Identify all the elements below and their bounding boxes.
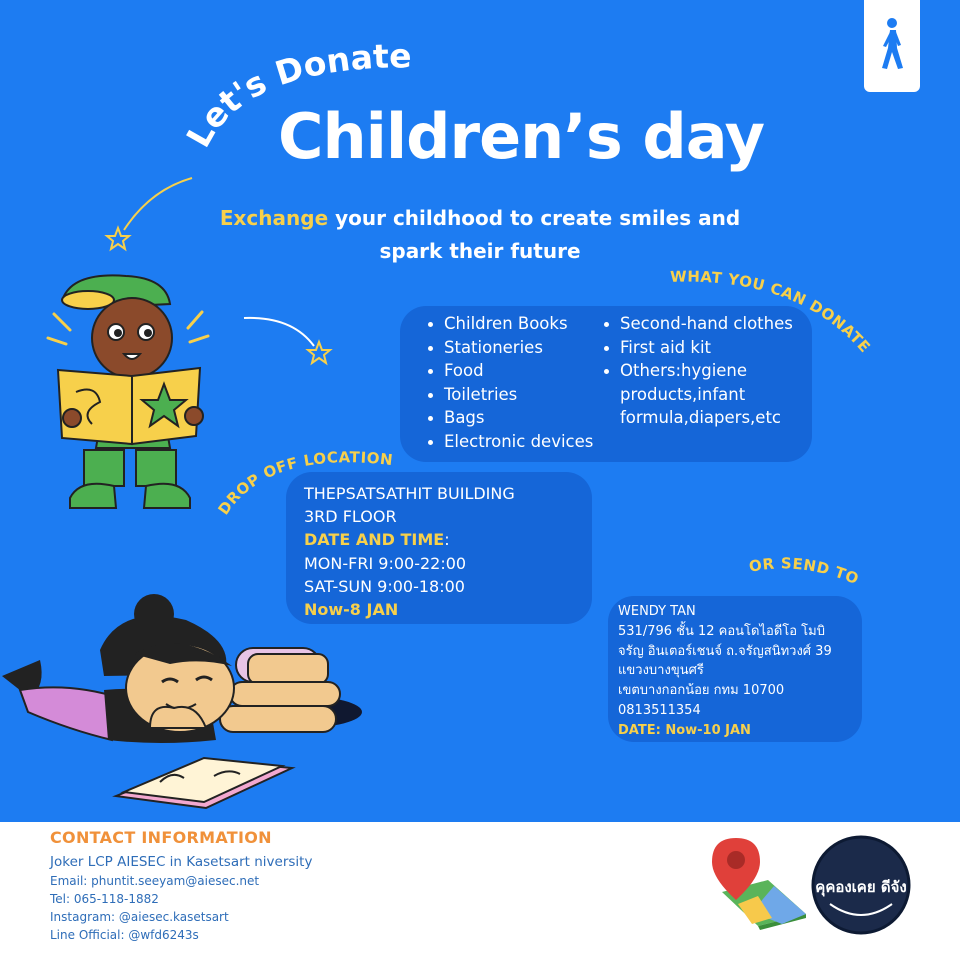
tagline-highlight: Exchange (219, 206, 329, 230)
svg-text:OR SEND TO (748, 554, 862, 588)
weekday-hours: MON-FRI 9:00-22:00 (304, 553, 467, 573)
club-logo (810, 834, 912, 936)
contact-tel[interactable]: Tel: 065-118-1882 (50, 892, 159, 906)
map-pin-icon[interactable] (702, 834, 810, 934)
list-item: Toiletries (426, 383, 593, 407)
kicker-text: Let's Donate (178, 36, 412, 154)
contact-footer (0, 822, 960, 960)
page-title: Children’s day (278, 100, 765, 173)
list-item: Bags (426, 406, 593, 430)
contact-instagram[interactable]: Instagram: @aiesec.kasetsart (50, 910, 229, 924)
recipient-name: WENDY TAN (618, 604, 696, 619)
contact-line-official[interactable]: Line Official: @wfd6243s (50, 928, 199, 942)
list-item: Second-hand clothes (602, 312, 802, 336)
club-name: คุคองเคย ดีจัง (815, 878, 907, 896)
donate-list-left (426, 312, 593, 453)
send-to-heading (744, 552, 874, 602)
boy-reading-illustration (40, 272, 220, 518)
recipient-phone: 0813511354 (618, 702, 701, 718)
walking-person-icon (877, 16, 907, 76)
list-item: Children Books (426, 312, 593, 336)
donate-heading-text: WHAT YOU CAN DONATE (669, 267, 874, 357)
tagline-line1: your childhood to create smiles and (328, 206, 741, 230)
list-item: First aid kit (602, 336, 802, 360)
list-item: Others:hygiene products,infant formula,diapers,etc (602, 359, 802, 430)
tagline-line2: spark their future (379, 239, 581, 263)
list-item: Electronic devices (426, 430, 593, 454)
weekend-hours: SAT-SUN 9:00-18:00 (304, 576, 465, 596)
contact-heading: CONTACT INFORMATION (50, 828, 272, 847)
contact-organization: Joker LCP AIESEC in Kasetsart niversity (50, 854, 313, 870)
list-item: Food (426, 359, 593, 383)
donate-list-right (602, 312, 802, 430)
address-line: เขตบางกอกน้อย กทม 10700 (618, 683, 785, 699)
tagline (150, 202, 810, 268)
date-time-label: DATE AND TIME (304, 530, 445, 550)
drop-off-building: THEPSATSATHIT BUILDING (304, 484, 515, 503)
contact-email[interactable]: Email: phuntit.seeyam@aiesec.net (50, 874, 260, 888)
send-to-heading-text: OR SEND TO (747, 554, 862, 589)
list-item: Stationeries (426, 336, 593, 360)
send-to-panel (608, 596, 862, 742)
address-line: จรัญ อินเตอร์เชนจ์ ถ.จรัญสนิทวงศ์ 39 (618, 643, 832, 659)
address-line: แขวงบางขุนศรี (618, 663, 704, 679)
drop-off-period: Now-8 JAN (304, 600, 399, 620)
shooting-star-icon (240, 312, 336, 372)
drop-off-floor: 3RD FLOOR (304, 507, 397, 527)
address-line: 531/796 ชั้น 12 คอนโดไอดีโอ โมบิ (618, 623, 825, 639)
donate-items-panel (400, 306, 812, 462)
shooting-star-icon (100, 172, 200, 256)
send-date: DATE: Now-10 JAN (618, 722, 751, 738)
walking-person-badge (864, 0, 920, 92)
girl-reading-illustration (0, 590, 370, 820)
date-time-colon: : (444, 530, 450, 550)
drop-off-heading-text: DROP OFF LOCATION (214, 448, 395, 519)
drop-off-panel (286, 472, 592, 624)
